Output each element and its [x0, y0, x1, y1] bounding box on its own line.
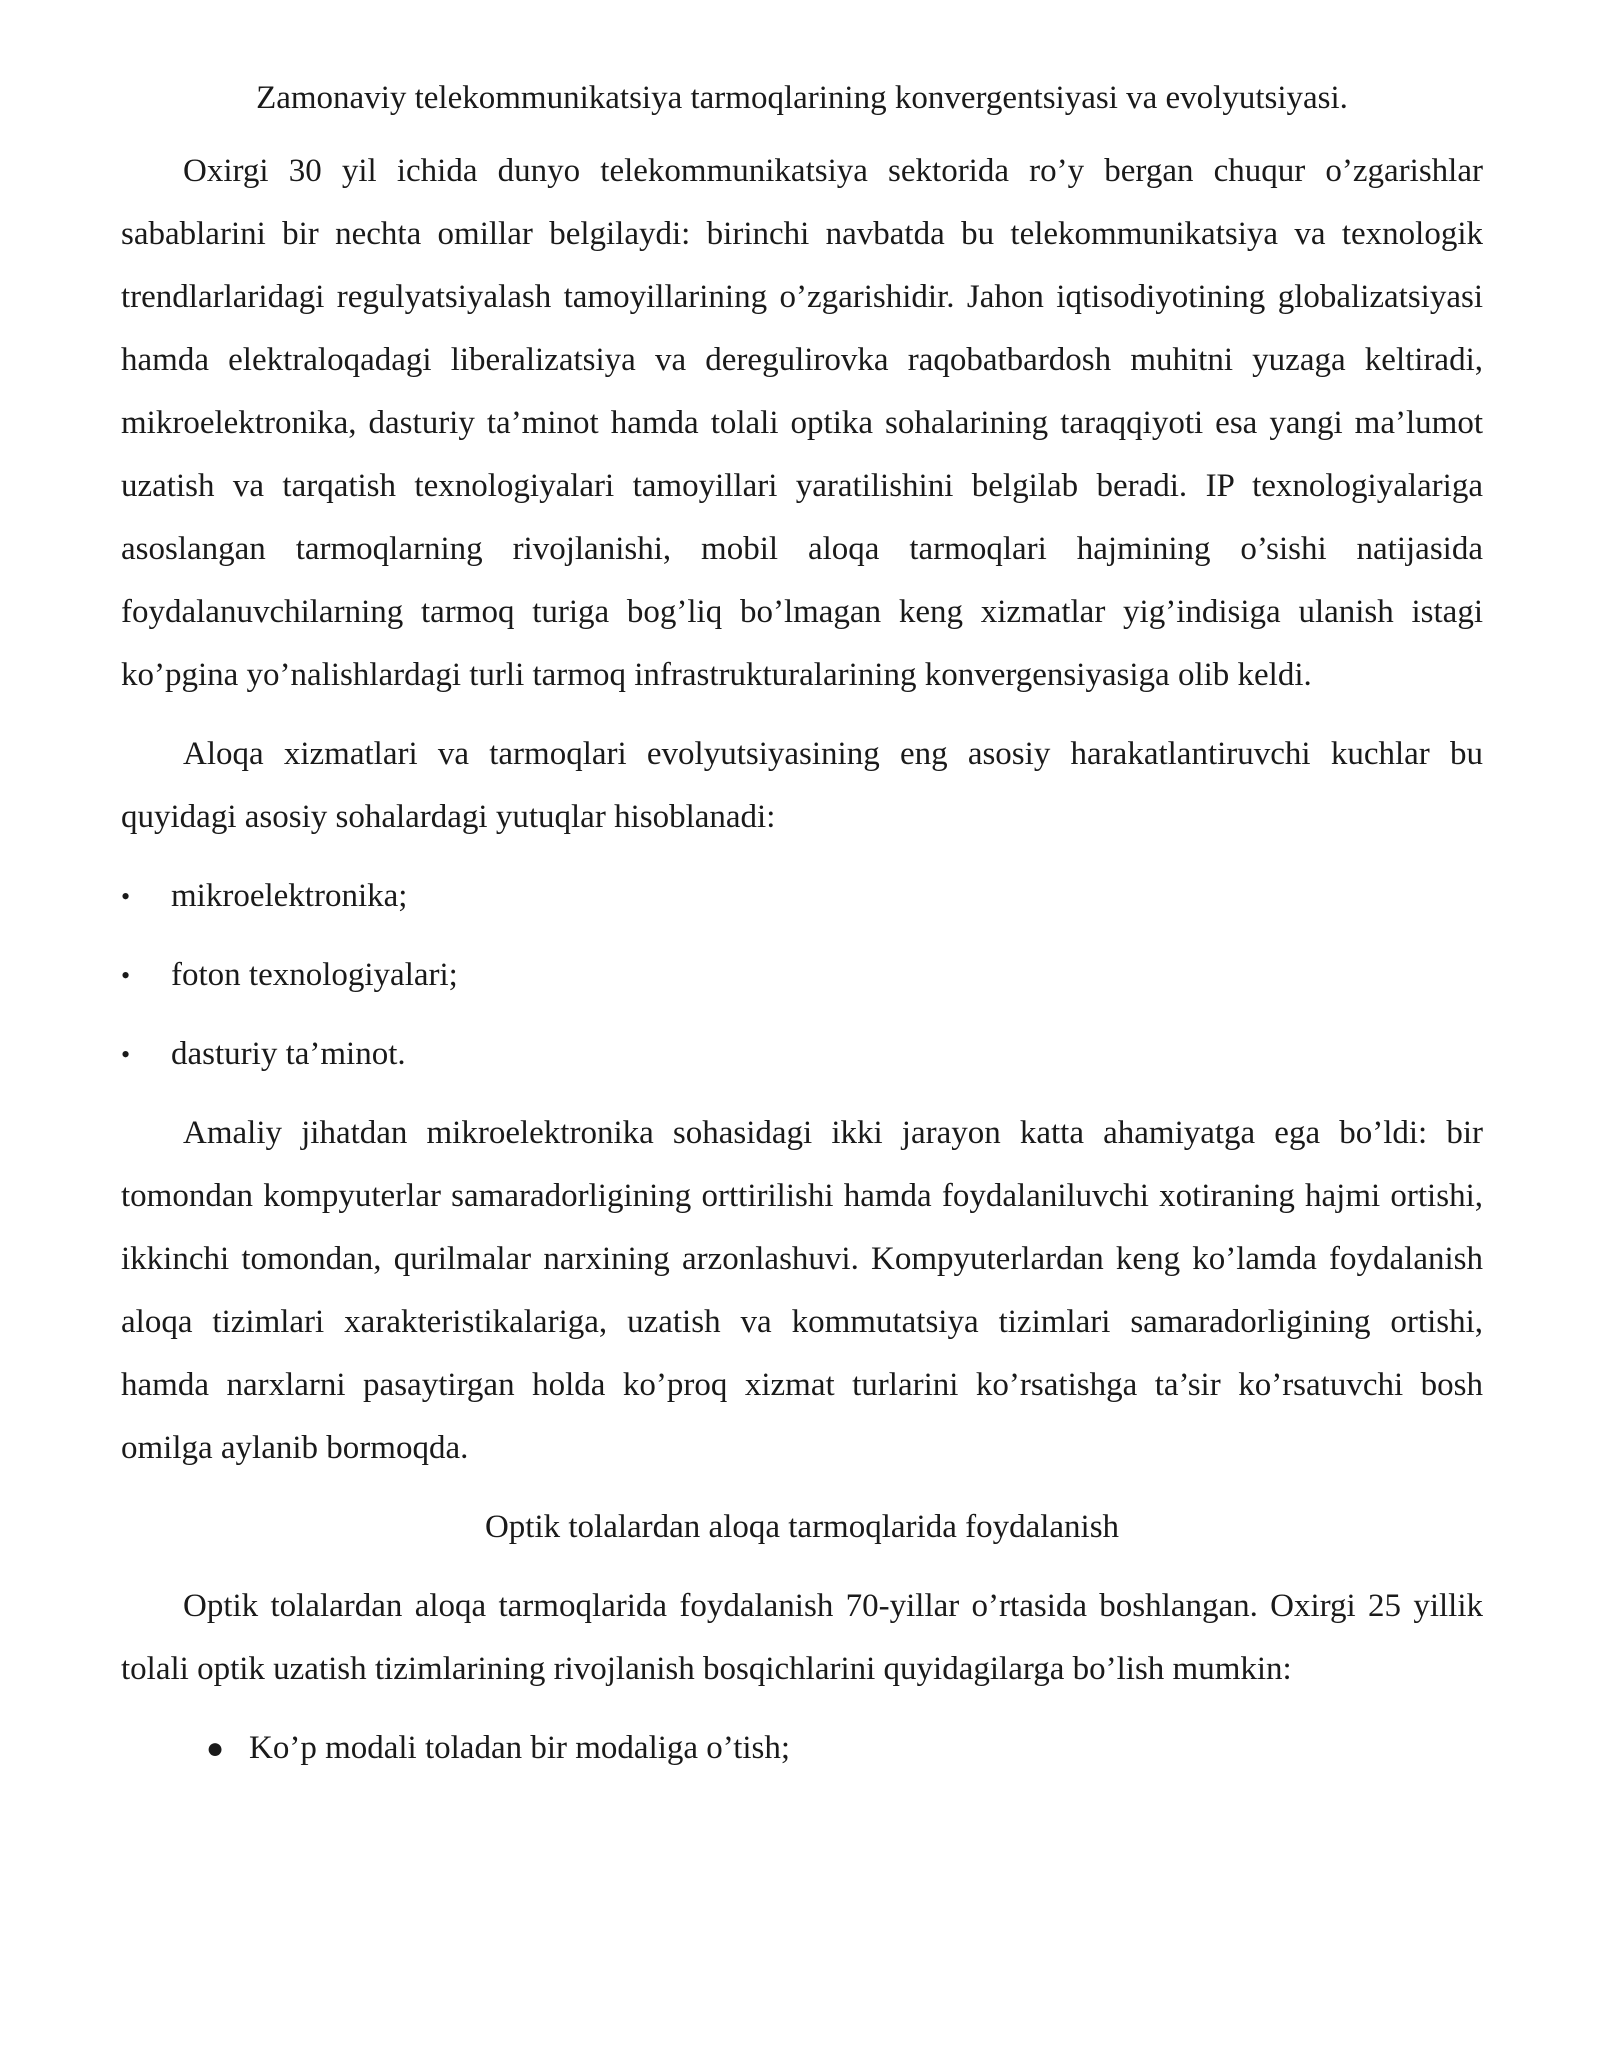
bullet-icon: • — [121, 961, 131, 990]
list-item — [121, 1023, 1483, 1086]
paragraph-3: Amaliy jihatdan mikroelektronika sohasidagi ikki jarayon katta ahamiyatga ega bo’ldi: bir tomondan kompyuterlar samaradorligining orttirilishi hamda foydalaniluvchi xotiraning hajmi ortishi, ikkinchi tomondan, qurilmalar narxining arzonlashuvi. Kompyuterlardan keng ko’lamda foydalanish aloqa tizimlari xarakteristikalariga, uzatish va kommutatsiya tizimlari samaradorligining ortishi, hamda narxlarni pasaytirgan holda ko’proq xizmat turlarini ko’rsatishga ta’sir ko’rsatuvchi bosh omilga aylanib bormoqda. — [121, 1115, 1483, 1466]
bullet-list-2 — [121, 1717, 1483, 1780]
bullet-icon: • — [121, 1040, 131, 1069]
list-item-text: mikroelektronika; — [171, 878, 408, 914]
document-title: Zamonaviy telekommunikatsiya tarmoqlarining konvergentsiyasi va evolyutsiyasi. — [256, 80, 1348, 116]
list-item — [121, 944, 1483, 1007]
list-item-text: foton texnologiyalari; — [171, 957, 458, 993]
bullet-list-1 — [121, 865, 1483, 1086]
paragraph-4: Optik tolalardan aloqa tarmoqlarida foydalanish 70-yillar o’rtasida boshlangan. Oxirgi 25 yillik tolali optik uzatish tizimlarining rivojlanish bosqichlarini quyidagilarga bo’lish mumkin: — [121, 1588, 1483, 1687]
list-item — [121, 865, 1483, 928]
list-item-text: dasturiy ta’minot. — [171, 1036, 406, 1072]
paragraph-2: Aloqa xizmatlari va tarmoqlari evolyutsiyasining eng asosiy harakatlantiruvchi kuchlar bu quyidagi asosiy sohalardagi yutuqlar hisoblanadi: — [121, 736, 1483, 835]
bullet-icon: ● — [206, 1732, 225, 1765]
section-title: Optik tolalardan aloqa tarmoqlarida foydalanish — [484, 1509, 1120, 1545]
bullet-icon: • — [121, 882, 131, 911]
list-item-text: Ko’p modali toladan bir modaliga o’tish; — [249, 1730, 791, 1766]
paragraph-1: Oxirgi 30 yil ichida dunyo telekommunikatsiya sektorida ro’y bergan chuqur o’zgarishlar sabablarini bir nechta omillar belgilaydi: birinchi navbatda bu telekommunikatsiya va texnologik trendlarlaridagi regulyatsiyalash tamoyillarining o’zgarishidir. Jahon iqtisodiyotining globalizatsiyasi hamda elektraloqadagi liberalizatsiya va deregulirovka raqobatbardosh muhitni yuzaga keltiradi, mikroelektronika, dasturiy ta’minot hamda tolali optika sohalarining taraqqiyoti esa yangi ma’lumot uzatish va tarqatish texnologiyalari tamoyillari yaratilishini belgilab beradi. IP texnologiyalariga asoslangan tarmoqlarning rivojlanishi, mobil aloqa tarmoqlari hajmining o’sishi natijasida foydalanuvchilarning tarmoq turiga bog’liq bo’lmagan keng xizmatlar yig’indisiga ulanish istagi ko’pgina yo’nalishlardagi turli tarmoq infrastrukturalarining konvergensiyasiga olib keldi. — [121, 153, 1483, 693]
list-item — [206, 1717, 1483, 1780]
